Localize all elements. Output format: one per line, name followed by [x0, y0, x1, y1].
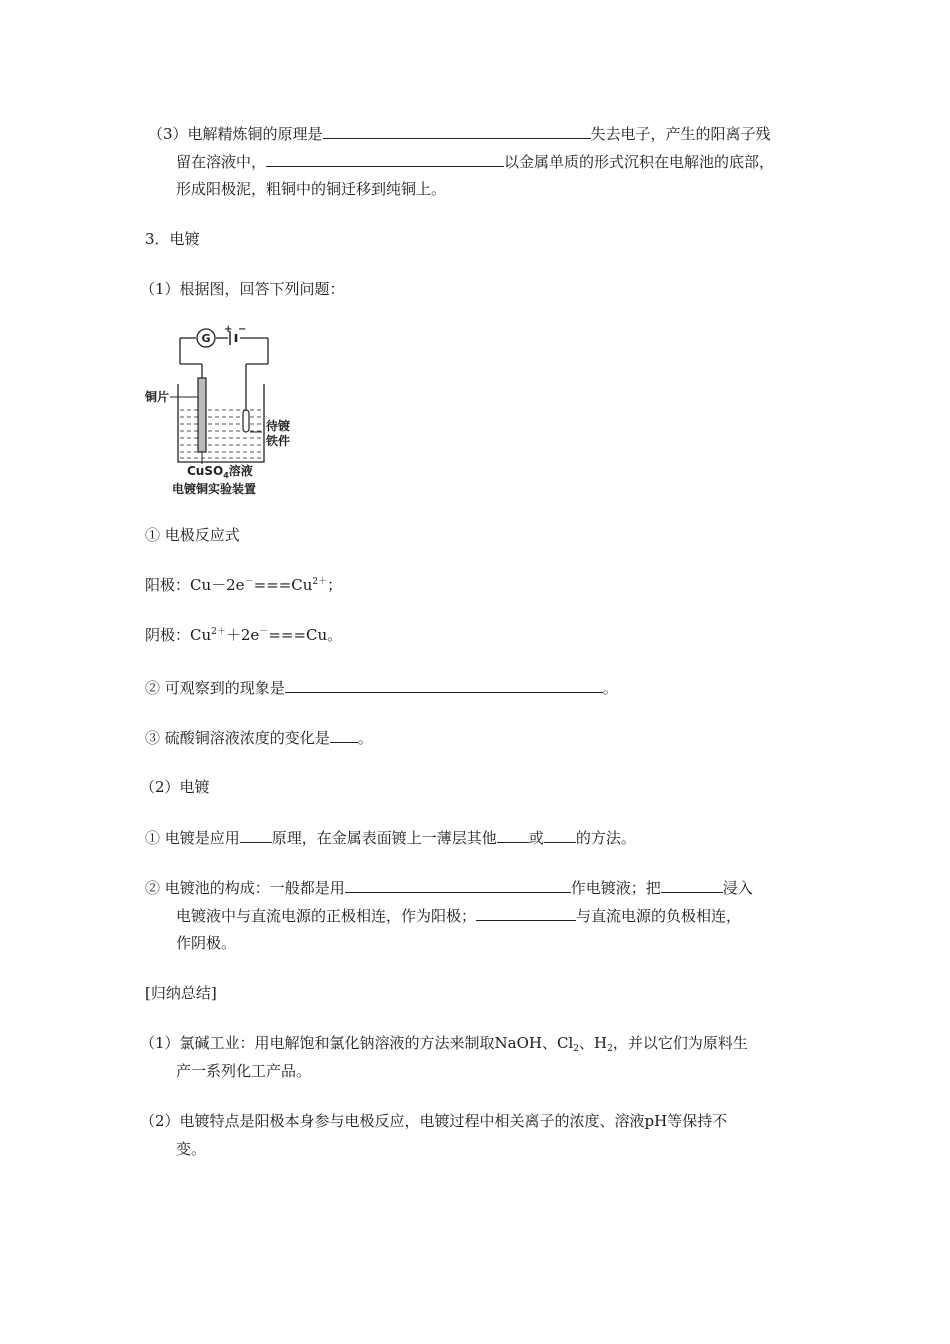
question-2: （2）电镀 — [140, 778, 210, 796]
text: ③ 硫酸铜溶液浓度的变化是 — [145, 729, 330, 747]
solution-fill — [180, 410, 262, 458]
text: 的方法。 — [575, 829, 636, 847]
text: ===Cu — [253, 576, 313, 594]
iron-label-2: 铁件 — [266, 434, 290, 448]
electroplating-diagram — [140, 322, 290, 502]
refining-line-1 — [148, 122, 771, 145]
answer-blank[interactable] — [285, 676, 603, 693]
text: 。 — [602, 679, 618, 697]
plating-cell-line-1 — [145, 876, 753, 899]
text: 以金属单质的形式沉积在电解池的底部， — [504, 153, 775, 171]
subscript: 2 — [607, 1044, 613, 1054]
text: ； — [327, 576, 343, 594]
solution-label: CuSO$_4$溶液 — [187, 464, 253, 480]
text: 原理，在金属表面镀上一薄层其他 — [271, 829, 497, 847]
anode-equation — [145, 574, 342, 596]
question-1: （1）根据图，回答下列问题： — [140, 280, 345, 298]
text: 阳极：Cu－2e — [145, 576, 245, 594]
electrode-heading: ① 电极反应式 — [145, 526, 240, 544]
text: ② 电镀池的构成：一般都是用 — [145, 879, 345, 897]
concentration-line — [145, 726, 373, 749]
plating-cell-line-2 — [176, 904, 741, 927]
galvanometer-label: G — [201, 332, 211, 345]
text: 作电镀液；把 — [570, 879, 661, 897]
text: （1）氯碱工业：用电解饱和氯化钠溶液的方法来制取NaOH、Cl — [140, 1034, 574, 1052]
text: ＋2e — [225, 626, 260, 644]
text: 或 — [528, 829, 544, 847]
charge: － — [244, 577, 254, 587]
text: （3）电解精炼铜的原理是 — [148, 125, 323, 143]
text: ===Cu。 — [268, 626, 343, 644]
text: 留在溶液中， — [176, 153, 267, 171]
summary-1-line-1 — [140, 1032, 748, 1054]
summary-1-line-2: 产一系列化工产品。 — [176, 1062, 312, 1080]
apparatus-drawing — [140, 322, 290, 502]
plating-cell-line-3: 作阴极。 — [176, 934, 237, 952]
answer-blank[interactable] — [330, 726, 358, 743]
refining-line-2 — [176, 150, 774, 173]
text: 与直流电源的负极相连， — [576, 907, 742, 925]
iron-piece — [243, 410, 249, 432]
answer-blank[interactable] — [323, 122, 591, 139]
subscript: 2 — [573, 1044, 580, 1054]
summary-2-line-1: （2）电镀特点是阳极本身参与电极反应，电镀过程中相关离子的浓度、溶液pH等保持不 — [140, 1112, 728, 1130]
summary-2-line-2: 变。 — [176, 1140, 207, 1158]
copper-label: 铜片 — [145, 390, 170, 404]
answer-blank[interactable] — [240, 826, 272, 843]
section-heading: 3．电镀 — [145, 230, 200, 248]
charge: 2＋ — [211, 627, 226, 637]
text: 、H — [579, 1034, 608, 1052]
summary-heading: [归纳总结] — [145, 984, 217, 1002]
answer-blank[interactable] — [266, 150, 504, 167]
phenomenon-line — [145, 676, 618, 699]
answer-blank[interactable] — [345, 876, 571, 893]
cathode-equation — [145, 624, 342, 646]
battery-minus: − — [238, 324, 247, 335]
refining-line-3: 形成阳极泥，粗铜中的铜迁移到纯铜上。 — [176, 180, 447, 198]
answer-blank[interactable] — [544, 826, 576, 843]
text: ① 电镀是应用 — [145, 829, 240, 847]
iron-label-1: 待镀 — [266, 419, 290, 433]
answer-blank[interactable] — [661, 876, 723, 893]
answer-blank[interactable] — [476, 904, 576, 921]
beaker-icon — [178, 384, 264, 462]
charge: 2＋ — [312, 577, 328, 587]
battery-plus: + — [224, 324, 233, 335]
text: ，并以它们为原料生 — [612, 1034, 748, 1052]
text: 电镀液中与直流电源的正极相连，作为阳极； — [176, 907, 477, 925]
charge: － — [259, 627, 269, 637]
text: 阴极：Cu — [145, 626, 212, 644]
plating-definition — [145, 826, 636, 849]
text: 浸入 — [722, 879, 753, 897]
text: 。 — [357, 729, 373, 747]
copper-plate — [198, 378, 206, 452]
text: 失去电子，产生的阳离子残 — [590, 125, 771, 143]
text: ② 可观察到的现象是 — [145, 679, 285, 697]
figure-caption: 电镀铜实验装置 — [172, 482, 257, 496]
answer-blank[interactable] — [497, 826, 529, 843]
